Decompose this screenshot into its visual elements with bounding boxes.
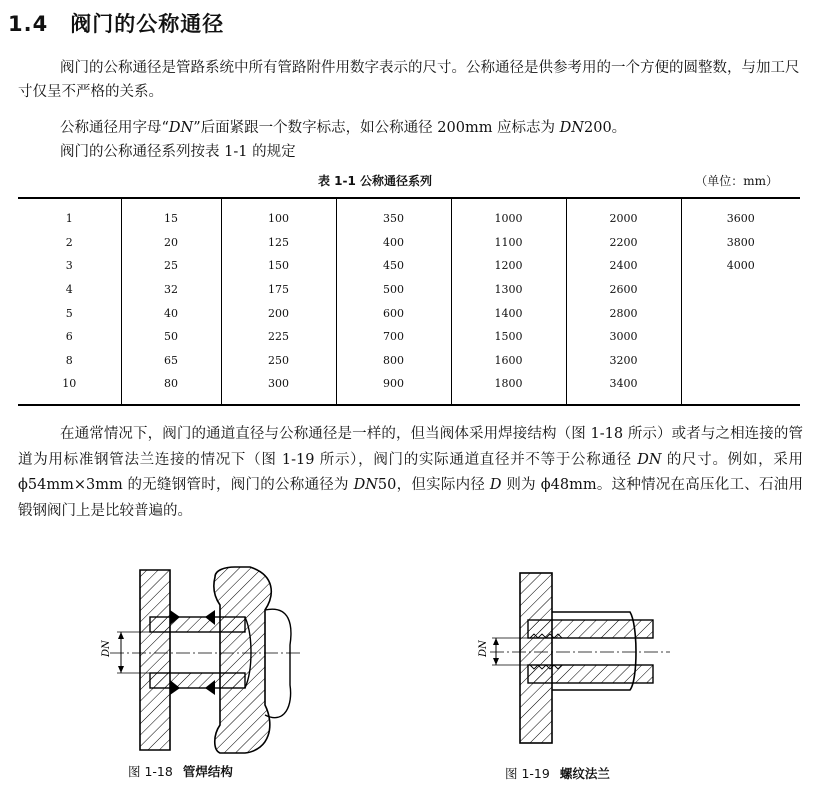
table-cell <box>681 325 800 349</box>
p2-text-a: 公称通径用字母“ <box>60 120 169 136</box>
fig18-right-body <box>214 567 271 753</box>
table-caption-row <box>18 172 798 192</box>
table-cell: 450 <box>336 254 451 278</box>
fig19-body-top <box>528 620 653 638</box>
table-cell: 50 <box>121 325 221 349</box>
p4-dn2: DN <box>353 477 378 493</box>
table-cell: 6 <box>65 330 73 344</box>
table-cell: 300 <box>221 372 336 405</box>
paragraph-2 <box>18 116 803 140</box>
table-cell: 1200 <box>451 254 566 278</box>
figure-1-18-drawing <box>95 565 315 755</box>
figure-1-18-caption <box>128 762 233 780</box>
fig18-pipe-bottom <box>150 673 245 688</box>
p4-dn: DN <box>637 451 662 468</box>
paragraph-3: 阀门的公称通径系列按表 1-1 的规定 <box>60 144 296 160</box>
table-cell: 1800 <box>451 372 566 405</box>
table-cell: 700 <box>336 325 451 349</box>
section-title: 阀门的公称通径 <box>70 12 225 36</box>
table-cell: 225 <box>221 325 336 349</box>
fig19-label: 图 1-19 <box>505 766 550 781</box>
table-row <box>18 325 800 349</box>
table-cell: 3 <box>65 259 73 273</box>
table-cell: 8 <box>65 353 73 367</box>
p2-dn2: DN <box>559 120 584 136</box>
table-cell: 2400 <box>566 254 681 278</box>
table-row <box>18 372 800 405</box>
table-unit: （单位：mm） <box>695 174 778 188</box>
paragraph-4 <box>18 422 803 524</box>
table-cell: 900 <box>336 372 451 405</box>
table-row <box>18 231 800 255</box>
p4-d: D <box>489 477 502 493</box>
table-cell: 80 <box>121 372 221 405</box>
table-cell: 175 <box>221 278 336 302</box>
table-cell: 800 <box>336 349 451 373</box>
fig19-name: 螺纹法兰 <box>559 766 610 781</box>
table-cell: 4000 <box>681 254 800 278</box>
figure-1-19-drawing <box>470 565 680 750</box>
table-cell: 3600 <box>681 198 800 231</box>
table-cell: 1400 <box>451 301 566 325</box>
section-number: 1.4 <box>8 12 49 36</box>
table-row <box>18 301 800 325</box>
table-row <box>18 254 800 278</box>
p4-text-e: 则为 ϕ48mm。这种情况在高压化工、石油用锻钢阀门上是比较普遍的。 <box>18 477 803 519</box>
paragraph-1: 阀门的公称通径是管路系统中所有管路附件用数字表示的尺寸。公称通径是供参考用的一个方便的圆整数，与加工尺寸仅呈不严格的关系。 <box>18 60 800 100</box>
table-cell: 3200 <box>566 349 681 373</box>
table-cell: 125 <box>221 231 336 255</box>
table-cell: 1300 <box>451 278 566 302</box>
table-cell: 4 <box>65 283 73 297</box>
p4-text-a: 在通常情况下，阀门的通道直径与公称通径是一样的，但当阀体采用焊接结构（图 1-18 所示）或者与之相连接的管道为用标准钢管法兰连接的情况下（图 1-19 所示），阀门的实际通道直径并不等于公称通径 <box>18 426 803 468</box>
table-cell: 1000 <box>451 198 566 231</box>
nominal-diameter-table <box>18 197 800 406</box>
table-cell: 400 <box>336 231 451 255</box>
table-cell: 2200 <box>566 231 681 255</box>
table-cell: 20 <box>121 231 221 255</box>
table-cell: 65 <box>121 349 221 373</box>
table-cell: 5 <box>65 306 73 320</box>
table-cell: 40 <box>121 301 221 325</box>
table-cell: 1100 <box>451 231 566 255</box>
fig19-body-bottom <box>528 665 653 683</box>
figure-1-19-caption <box>505 764 610 782</box>
table-cell <box>681 278 800 302</box>
table-cell: 2000 <box>566 198 681 231</box>
fig18-dn-label: DN <box>101 640 112 657</box>
fig18-label: 图 1-18 <box>128 764 173 779</box>
p2-text-b: ”后面紧跟一个数字标志，如公称通径 200mm 应标志为 <box>193 120 560 136</box>
p2-text-c: 200。 <box>584 120 627 136</box>
table-row <box>18 349 800 373</box>
table-cell: 25 <box>121 254 221 278</box>
table-cell <box>681 349 800 373</box>
p4-text-c: 50，但实际内径 <box>377 477 490 493</box>
table-cell: 3400 <box>566 372 681 405</box>
table-cell: 1 <box>65 212 73 226</box>
table-cell: 500 <box>336 278 451 302</box>
table-cell: 150 <box>221 254 336 278</box>
table-cell: 2600 <box>566 278 681 302</box>
table-cell <box>681 372 800 405</box>
fig18-outer-contour <box>265 609 291 717</box>
table-cell: 100 <box>221 198 336 231</box>
table-cell: 1500 <box>451 325 566 349</box>
p2-dn: DN <box>168 120 194 136</box>
table-cell: 2 <box>65 235 73 249</box>
p4-text-b: 的尺寸。例如，采用 ϕ54mm×3mm 的无缝钢管时，阀门的公称通径为 <box>18 451 803 493</box>
table-cell: 200 <box>221 301 336 325</box>
fig18-name: 管焊结构 <box>182 764 233 779</box>
fig19-flange <box>520 573 552 743</box>
fig19-dn-label: DN <box>478 640 489 657</box>
table-cell: 2800 <box>566 301 681 325</box>
table-row <box>18 278 800 302</box>
table-cell <box>681 301 800 325</box>
section-heading <box>8 8 224 38</box>
table-cell: 600 <box>336 301 451 325</box>
table-cell: 15 <box>121 198 221 231</box>
table-cell: 1600 <box>451 349 566 373</box>
table-cell: 3000 <box>566 325 681 349</box>
table-row <box>18 198 800 231</box>
table-cell: 250 <box>221 349 336 373</box>
table-cell: 32 <box>121 278 221 302</box>
fig18-left-wall <box>140 570 170 750</box>
fig18-pipe-top <box>150 617 245 632</box>
table-title: 表 1-1 公称通径系列 <box>318 174 433 188</box>
table-cell: 350 <box>336 198 451 231</box>
table-cell: 3800 <box>681 231 800 255</box>
table-cell: 10 <box>62 377 77 391</box>
